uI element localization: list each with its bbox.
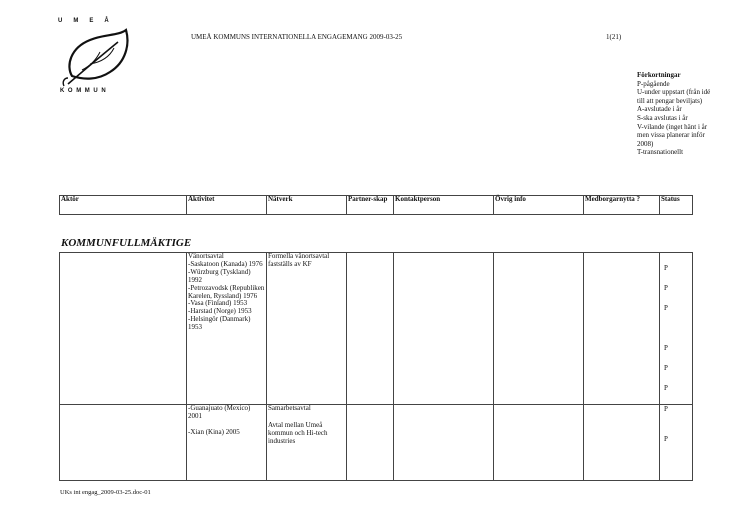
umea-kommun-logo: [58, 18, 138, 96]
aktor-cell: [60, 405, 187, 481]
kontaktperson-cell: [394, 253, 494, 405]
aktivitet-line: -Guanajuato (Mexico) 2001: [188, 404, 251, 420]
natverk-cell: Formella vänortsavtal fastställs av KF: [267, 253, 347, 405]
status-value: P: [664, 364, 668, 372]
natverk-cell: [267, 405, 347, 481]
abbreviation-item: A-avslutade i år: [637, 105, 682, 114]
footer-filename: UKs int engag_2009-03-25.doc-01: [60, 489, 151, 496]
logo-top-text: UMEÅ: [58, 18, 120, 24]
aktivitet-line: -Würzburg (Tyskland) 1992: [188, 267, 251, 284]
abbreviation-item: V-vilande (inget hänt i år men vissa planerar inför 2008): [637, 122, 708, 148]
status-value: P: [664, 405, 668, 413]
aktivitet-line: -Vasa (Finland) 1953: [188, 299, 248, 308]
column-header-kontaktperson: Kontaktperson: [394, 196, 494, 215]
aktivitet-cell: [187, 405, 267, 481]
aktor-cell: [60, 253, 187, 405]
natverk-line: Avtal mellan Umeå kommun och Hi-tech industries: [268, 420, 328, 445]
aktivitet-line: Vänortsavtal: [188, 252, 224, 260]
aktivitet-line: -Petrozavodsk (Republiken Karelen, Ryssland) 1976: [188, 283, 265, 300]
aktivitet-line: -Xian (Kina) 2005: [188, 427, 240, 436]
page-number: 1(21): [606, 33, 622, 41]
status-value: P: [664, 304, 668, 312]
column-header-medborgarnytta: Medborgarnytta ?: [584, 196, 660, 215]
aktivitet-line: -Helsingör (Danmark) 1953: [188, 315, 251, 332]
status-value: P: [664, 264, 668, 272]
abbreviation-item: U-under uppstart (från idé till att pengar beviljats): [637, 88, 711, 105]
document-title: UMEÅ KOMMUNS INTERNATIONELLA ENGAGEMANG 2009-03-25: [191, 33, 403, 41]
column-header-partnerskap: Partner-skap: [347, 196, 394, 215]
medborgarnytta-cell: [584, 253, 660, 405]
abbreviations-legend: [637, 71, 715, 157]
column-header-aktivitet: Aktivitet: [187, 196, 267, 215]
status-cell: [660, 253, 693, 405]
natverk-line: Samarbetsavtal: [268, 404, 311, 412]
engagement-table: [59, 252, 693, 481]
aktivitet-line: -Harstad (Norge) 1953: [188, 307, 252, 316]
status-value: P: [664, 384, 668, 392]
abbreviation-item: S-ska avslutas i år: [637, 113, 688, 122]
partnerskap-cell: [347, 405, 394, 481]
column-header-natverk: Nätverk: [267, 196, 347, 215]
ovrig-info-cell: [494, 405, 584, 481]
section-heading: KOMMUNFULLMÄKTIGE: [61, 237, 192, 249]
leaf-icon: [60, 26, 136, 88]
status-cell: [660, 405, 693, 481]
column-header-ovrig-info: Övrig info: [494, 196, 584, 215]
medborgarnytta-cell: [584, 405, 660, 481]
status-value: P: [664, 284, 668, 292]
aktivitet-cell: [187, 253, 267, 405]
status-value: P: [664, 435, 668, 443]
column-header-table: [59, 195, 693, 215]
abbreviations-heading: Förkortningar: [637, 71, 681, 79]
kontaktperson-cell: [394, 405, 494, 481]
header-row: [60, 196, 693, 215]
table-row: [60, 405, 693, 481]
aktivitet-line: -Saskatoon (Kanada) 1976: [188, 259, 263, 268]
column-header-aktor: Aktör: [60, 196, 187, 215]
partnerskap-cell: [347, 253, 394, 405]
logo-bottom-text: KOMMUN: [60, 88, 110, 94]
abbreviation-item: T-transnationellt: [637, 148, 684, 157]
status-value: P: [664, 344, 668, 352]
abbreviation-item: P-pågående: [637, 79, 670, 88]
ovrig-info-cell: [494, 253, 584, 405]
column-header-status: Status: [660, 196, 693, 215]
table-row: [60, 253, 693, 405]
